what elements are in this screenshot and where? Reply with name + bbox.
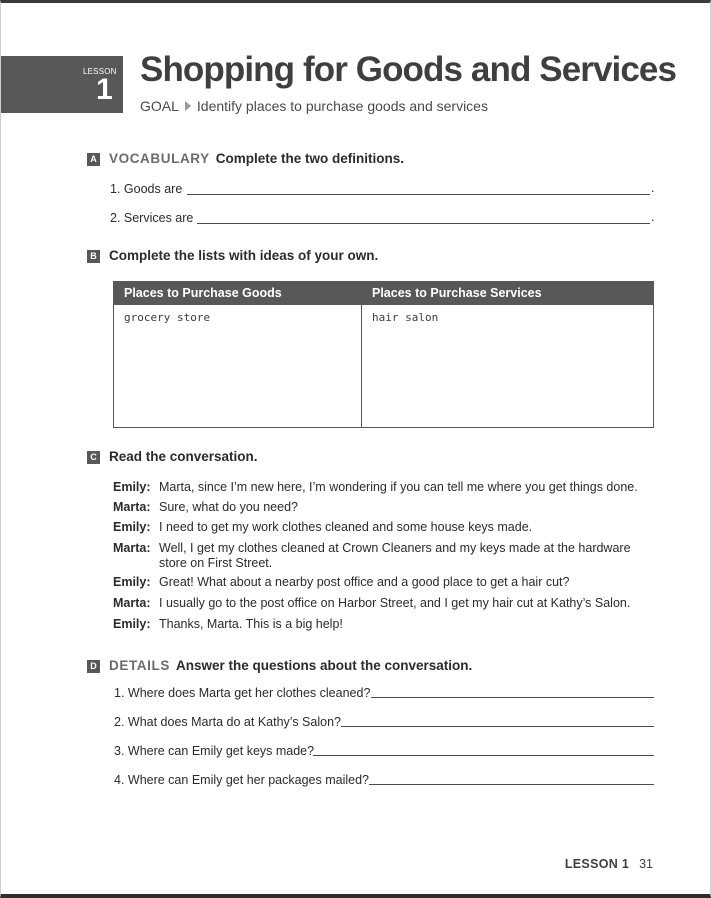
section-d-heading xyxy=(109,658,472,673)
goods-list-cell[interactable] xyxy=(114,305,361,427)
section-d-keyword: DETAILS xyxy=(109,658,170,673)
goods-column-header: Places to Purchase Goods xyxy=(114,282,362,305)
definition-services-blank[interactable] xyxy=(197,223,650,224)
goal-label: GOAL xyxy=(140,98,179,114)
lesson-tab xyxy=(1,56,123,113)
section-a-heading xyxy=(109,151,404,166)
question-2: 2. What does Marta do at Kathy’s Salon? xyxy=(114,715,341,729)
answer-2-blank[interactable] xyxy=(341,726,654,727)
definition-goods-blank[interactable] xyxy=(187,194,650,195)
speaker-label: Marta: xyxy=(113,541,151,555)
definition-goods-period: . xyxy=(651,181,655,195)
conversation-line: I usually go to the post office on Harbor Street, and I get my hair cut at Kathy’s Salon. xyxy=(159,596,631,610)
definition-services-label: 2. Services are xyxy=(110,211,194,225)
speaker-label: Marta: xyxy=(113,596,151,610)
speaker-label: Emily: xyxy=(113,575,151,589)
definition-services-period: . xyxy=(651,210,655,224)
services-column-header: Places to Purchase Services xyxy=(362,282,653,305)
goods-example: grocery store xyxy=(124,311,211,324)
services-list-cell[interactable] xyxy=(362,305,653,427)
section-b-badge: B xyxy=(87,250,100,263)
section-a-badge: A xyxy=(87,153,100,166)
question-4: 4. Where can Emily get her packages mailed? xyxy=(114,773,369,787)
section-d-instruction: Answer the questions about the conversation. xyxy=(175,658,473,673)
page-title: Shopping for Goods and Services xyxy=(140,50,677,89)
answer-1-blank[interactable] xyxy=(371,697,654,698)
section-c-instruction: Read the conversation. xyxy=(109,449,258,464)
footer-lesson-label: LESSON 1 xyxy=(564,857,630,871)
conversation-line: Great! What about a nearby post office and a good place to get a hair cut? xyxy=(159,575,570,589)
conversation-line: Sure, what do you need? xyxy=(159,500,298,514)
goal-text: Identify places to purchase goods and services xyxy=(196,98,488,114)
section-a-instruction: Complete the two definitions. xyxy=(215,151,405,166)
goal-line xyxy=(140,98,488,114)
section-b-instruction: Complete the lists with ideas of your own. xyxy=(109,248,379,263)
conversation-line: Marta, since I’m new here, I’m wondering if you can tell me where you get things done. xyxy=(159,480,638,494)
section-b-heading xyxy=(109,248,378,263)
question-1: 1. Where does Marta get her clothes cleaned? xyxy=(114,686,371,700)
places-table xyxy=(113,281,654,428)
lesson-number: 1 xyxy=(96,73,113,106)
question-3: 3. Where can Emily get keys made? xyxy=(114,744,315,758)
play-arrow-icon xyxy=(185,101,191,111)
services-example: hair salon xyxy=(372,311,439,324)
page-footer xyxy=(565,857,653,871)
section-c-badge: C xyxy=(87,451,100,464)
lesson-label: LESSON xyxy=(83,67,117,76)
conversation-line: Well, I get my clothes cleaned at Crown Cleaners and my keys made at the hardware store on First Street. xyxy=(159,541,631,570)
section-c-heading xyxy=(109,449,258,464)
speaker-label: Emily: xyxy=(113,520,151,534)
conversation-line: Thanks, Marta. This is a big help! xyxy=(159,617,343,631)
section-d-badge: D xyxy=(87,660,100,673)
conversation-line: I need to get my work clothes cleaned and some house keys made. xyxy=(159,520,533,534)
page-number: 31 xyxy=(639,857,653,871)
speaker-label: Emily: xyxy=(113,480,151,494)
definition-goods-label: 1. Goods are xyxy=(110,182,183,196)
section-a-keyword: VOCABULARY xyxy=(109,151,210,166)
speaker-label: Marta: xyxy=(113,500,151,514)
speaker-label: Emily: xyxy=(113,617,151,631)
answer-4-blank[interactable] xyxy=(369,784,654,785)
answer-3-blank[interactable] xyxy=(313,755,654,756)
